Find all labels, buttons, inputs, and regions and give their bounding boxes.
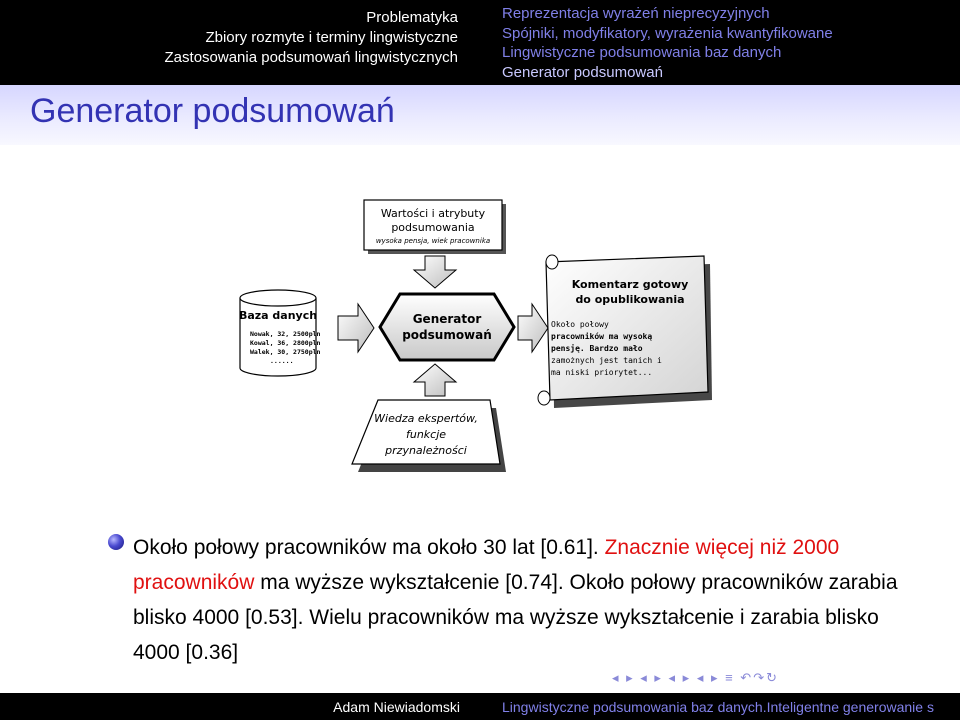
database-row: Kowal, 36, 2800pln <box>250 339 321 347</box>
section-navigation <box>0 0 470 85</box>
nav-section-problematyka[interactable]: Problematyka <box>366 9 458 26</box>
bullet-text-part3: ma wyższe wykształcenie [0.74]. Około połowy pracowników zarabia blisko 4000 [0.53]. Wielu pracowników ma wyższe wykształcenie i zarabia blisko 4000 [0.36] <box>133 571 898 664</box>
footer-author: Adam Niewiadomski <box>0 693 470 720</box>
values-box-title: Wartości i atrybuty <box>380 207 486 220</box>
expert-line2: funkcje <box>405 428 447 441</box>
subsection-navigation <box>470 0 960 85</box>
comment-scroll <box>538 255 712 408</box>
nav-section-zastosowania[interactable]: Zastosowania podsumowań lingwistycznych <box>164 49 458 66</box>
arrow-up-icon <box>414 364 456 396</box>
database-cylinder <box>239 290 321 376</box>
bullet-text-highlight: Znacznie więcej niż 2000 pracowników <box>133 536 840 594</box>
values-box <box>364 200 506 254</box>
database-row: ...... <box>270 357 294 365</box>
comment-line: pensję. Bardzo mało <box>551 344 643 353</box>
nav-subsection-lingwistyczne[interactable]: Lingwistyczne podsumowania baz danych <box>502 44 782 61</box>
arrow-right-icon <box>338 304 374 352</box>
expert-knowledge-triangle <box>352 400 506 472</box>
comment-line: zamożnych jest tanich i <box>551 356 662 365</box>
frame-title: Generator podsumowań <box>30 92 395 130</box>
nav-section-zbiory-rozmyte[interactable]: Zbiory rozmyte i terminy lingwistyczne <box>205 29 458 46</box>
arrow-right-icon <box>518 304 548 352</box>
arrow-down-icon <box>414 256 456 288</box>
comment-title1: Komentarz gotowy <box>571 278 689 291</box>
nav-subsection-spojniki[interactable]: Spójniki, modyfikatory, wyrażenia kwantyfikowane <box>502 24 833 42</box>
generator-label-line2: podsumowań <box>402 328 492 342</box>
bullet-ball-icon <box>108 534 124 550</box>
diagram-svg <box>230 190 725 475</box>
values-box-subtitle: wysoka pensja, wiek pracownika <box>375 237 491 245</box>
expert-line3: przynależności <box>385 444 467 457</box>
comment-title2: do opublikowania <box>575 293 685 306</box>
footer-title: Lingwistyczne podsumowania baz danych.Inteligentne generowanie s <box>470 693 960 720</box>
expert-line1: Wiedza ekspertów, <box>374 412 478 425</box>
generator-label-line1: Generator <box>412 312 482 326</box>
comment-line: pracowników ma wysoką <box>551 332 653 341</box>
database-row: Walek, 30, 2750pln <box>250 348 321 356</box>
bullet-text <box>133 530 913 670</box>
nav-subsection-generator[interactable]: Generator podsumowań <box>502 63 663 81</box>
nav-subsection-reprezentacja[interactable]: Reprezentacja wyrażeń nieprecyzyjnych <box>502 5 770 22</box>
bullet-text-part1: Około połowy pracowników ma około 30 lat [0.61]. <box>133 536 605 559</box>
comment-line: Około połowy <box>551 320 609 329</box>
database-row: Nowak, 32, 2500pln <box>250 330 321 338</box>
generator-hexagon <box>380 294 514 360</box>
database-title: Baza danych <box>238 309 318 322</box>
values-box-title2: podsumowania <box>391 221 475 234</box>
footer <box>0 693 960 720</box>
generator-diagram <box>230 190 725 475</box>
comment-line: ma niski priorytet... <box>551 368 653 377</box>
header-navigation <box>0 0 960 85</box>
beamer-navigation-symbols[interactable]: ◂ ▸ ◂ ▸ ◂ ▸ ◂ ▸ ≡ ↶↷↻ <box>612 670 779 685</box>
